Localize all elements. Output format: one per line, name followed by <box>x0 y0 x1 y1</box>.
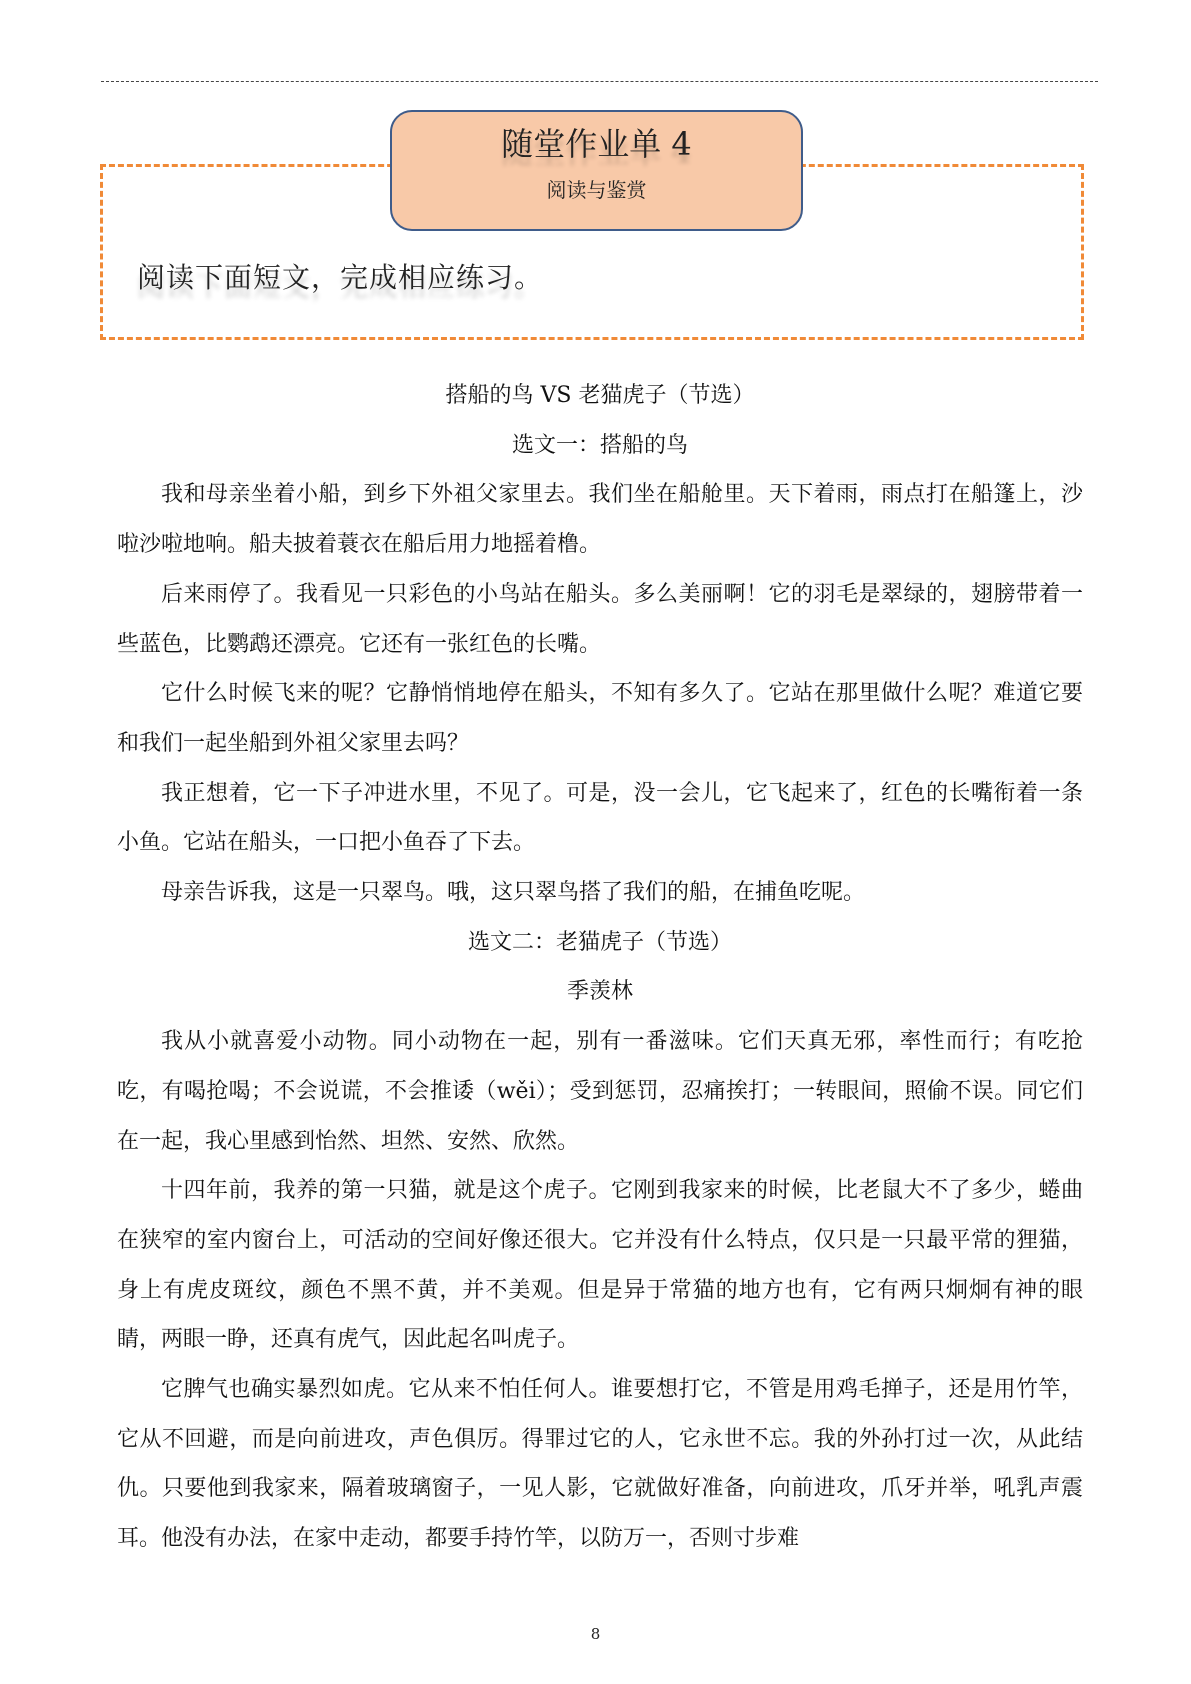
header-divider <box>101 81 1098 82</box>
article-heading: 搭船的鸟 VS 老猫虎子（节选） <box>445 383 755 408</box>
section1-heading: 选文一：搭船的鸟 <box>511 432 688 458</box>
paragraph: 我和母亲坐着小船，到乡下外祖父家里去。我们坐在船舱里。天下着雨，雨点打在船篷上，沙啦沙啦地响。船夫披着蓑衣在船后用力地摇着橹。 <box>117 482 1083 558</box>
paragraph: 母亲告诉我，这是一只翠鸟。哦，这只翠鸟搭了我们的船，在捕鱼吃呢。 <box>161 880 866 906</box>
worksheet-title-box <box>390 110 803 231</box>
paragraph: 我正想着，它一下子冲进水里，不见了。可是，没一会儿，它飞起来了，红色的长嘴衔着一条小鱼。它站在船头，一口把小鱼吞了下去。 <box>117 780 1083 856</box>
worksheet-title: 随堂作业单 4 <box>501 125 692 163</box>
paragraph: 它什么时候飞来的呢？它静悄悄地停在船头，不知有多久了。它站在那里做什么呢？难道它要和我们一起坐船到外祖父家里去吗？ <box>117 681 1083 756</box>
paragraph: 我从小就喜爱小动物。同小动物在一起，别有一番滋味。它们天真无邪，率性而行；有吃抢吃，有喝抢喝；不会说谎，不会推诿（wěi）；受到惩罚，忍痛挨打；一转眼间，照偷不误。同它们在一起，我心里感到怡然、坦然、安然、欣然。 <box>117 1029 1083 1154</box>
paragraph: 十四年前，我养的第一只猫，就是这个虎子。它刚到我家来的时候，比老鼠大不了多少，蜷曲在狭窄的室内窗台上，可活动的空间好像还很大。它并没有什么特点，仅只是一只最平常的狸猫，身上有虎皮斑纹，颜色不黑不黄，并不美观。但是异于常猫的地方也有，它有两只炯炯有神的眼睛，两眼一睁，还真有虎气，因此起名叫虎子。 <box>117 1178 1083 1353</box>
instruction-text: 阅读下面短文，完成相应练习。 <box>137 261 544 294</box>
page-number: 8 <box>590 1625 601 1643</box>
worksheet-subtitle: 阅读与鉴赏 <box>546 178 647 202</box>
section2-author: 季羡林 <box>566 979 633 1005</box>
article-body <box>117 371 1083 1564</box>
paragraph: 后来雨停了。我看见一只彩色的小鸟站在船头。多么美丽啊！它的羽毛是翠绿的，翅膀带着一些蓝色，比鹦鹉还漂亮。它还有一张红色的长嘴。 <box>117 581 1083 657</box>
paragraph: 它脾气也确实暴烈如虎。它从来不怕任何人。谁要想打它，不管是用鸡毛掸子，还是用竹竿，它从不回避，而是向前进攻，声色俱厉。得罪过它的人，它永世不忘。我的外孙打过一次，从此结仇。只要他到我家来，隔着玻璃窗子，一见人影，它就做好准备，向前进攻，爪牙并举，吼乳声震耳。他没有办法，在家中走动，都要手持竹竿，以防万一，否则寸步难 <box>117 1377 1083 1552</box>
section2-heading: 选文二：老猫虎子（节选） <box>467 929 732 955</box>
